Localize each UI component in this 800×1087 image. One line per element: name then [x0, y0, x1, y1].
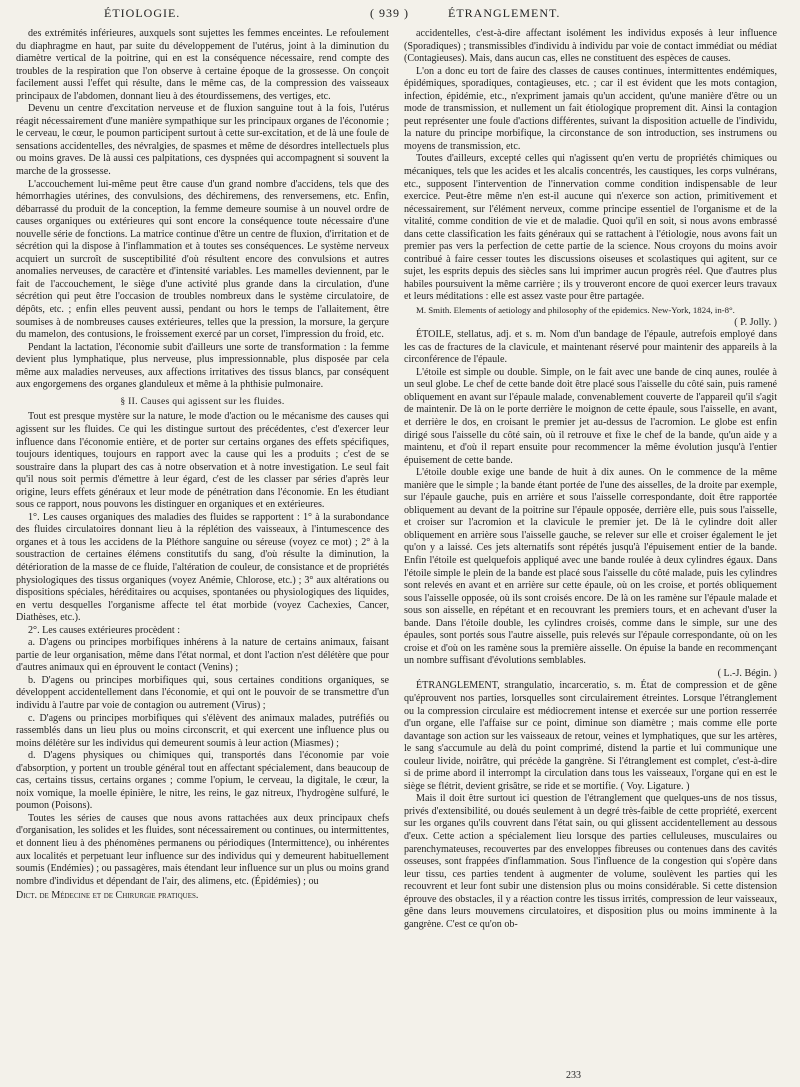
paragraph: 2°. Les causes extérieures procèdent : [28, 624, 181, 636]
section-heading: § II. Causes qui agissent sur les fluides. [120, 395, 285, 407]
entry-etranglement: ÉTRANGLEMENT, strangulatio, incarceratio, s. m. État de compression et de gêne qu'éprouvent nos parties, lorsquelles sont circulairement étreintes. Lorsque l'étranglement ou la compression circulaire est médiocrement intense et exercée sur une portion resserrée d'un organe, elle l'affaise sur ce point, diminue son diamètre ; mais comme elle porte davantage son action sur les vaisseaux de retour, veines et lymphatiques, que sur les artères, le sang s'accumule au delà du point comprimé, distend la partie et lui communique une couleur livide, noirâtre, qui précède la gangrène. Si l'étranglement est complet, c'est-à-dire si de prime abord il interrompt la circulation dans tous les vaisseaux, l'organe qui en est le siège se flétrit, devient grisâtre, se ride et se mortifie. ( Voy. Ligature. ) [404, 680, 777, 792]
header-right: ÉTRANGLEMENT. [448, 6, 561, 20]
paragraph: L'on a donc eu tort de faire des classes de causes continues, intermittentes endémiques, épidémiques, sporadiques, contagieuses, etc. ; car il est évident que les mots contagion, infection, épidémie, etc., n'expriment jamais qu'un accident, qu'une manière d'être ou un mode de transmission, et nullement un fait étiologique proprement dit. Ainsi la contagion peut représenter une foule d'actions différentes, suivant la disposition actuelle de l'individu, la nature du principe morbifique, la circonstance de son introduction, ses instrumens ou moyens de transmission, etc. [404, 65, 777, 152]
paragraph: Toutes d'ailleurs, excepté celles qui n'agissent qu'en vertu de propriétés chimiques ou mécaniques, tels que les acides et les alcalis concentrés, les caustiques, les corps vulnérans, etc., supposent l'intervention de l'innervation comme condition indispensable de leur exercice. Peut-être même n'en est-il aucune qui n'exerce son action, primitivement et nécessairement, sur l'élément nerveux, comme principe essentiel de l'organisme et de la vitalité, comme condition de vie et de maladie. Quoi qu'il en soit, si nous avons embrassé dans cette classification les faits généraux qui se rattachent à l'étiologie, nous avons fait un premier pas vers la perfection de cette partie de la science. Nous croyons du moins avoir contribué à faire cesser toutes les discussions oiseuses et scolastiques qui agitent, sur ce sujet, les esprits depuis des siècles sans lui imprimer aucun progrès réel. Que d'autres plus habiles poursuivent la même carrière ; ils y trouveront encore de quoi exercer leurs travaux et leurs méditations : elle est assez vaste pour être partagée. [404, 153, 777, 303]
paragraph: accidentelles, c'est-à-dire affectant isolément les individus exposés à leur influence (Sporadiques) ; transmissibles d'individu à individu par voie de contact immédiat ou médiat (Contagieuses). Mais, dans aucun cas, elles ne constituent des espèces de causes. [404, 28, 777, 65]
left-column [16, 28, 389, 1078]
paragraph: Pendant la lactation, l'économie subit d'ailleurs une sorte de transformation : la femme devient plus lymphatique, plus nerveuse, plus impressionnable, plus disposée par cela même aux maladies nerveuses, aux affections irritatives des tissus blancs, par conséquent aux engorgemens des organes glanduleux et même à la phthisie pulmonaire. [16, 341, 389, 391]
paragraph: d. D'agens physiques ou chimiques qui, transportés dans l'économie par voie d'absorption, y portent un trouble général tout en affectant spécialement, dans beaucoup de cas, certains tissus, certains organes ; comme l'opium, le cerveau, la digitale, le cœur, la noix vomique, la moelle épinière, le nitre, les reins, le gaz nitreux, l'hydrogène sulfuré, le poumon (Poisons). [16, 750, 389, 812]
paragraph: Devenu un centre d'excitation nerveuse et de fluxion sanguine tout à la fois, l'utérus réagit nécessairement d'une manière sympathique sur les principaux organes de l'économie ; le cerveau, le cœur, le poumon participent surtout à cette sur-excitation, et de là une foule de sensations accidentelles, des névralgies, de spasmes et même de désordres intellectuels plus ou moins graves. De là aussi ces palpitations, ces dyspnées qui accompagnent si souvent la marche de la grossesse. [16, 103, 389, 178]
author-signature: ( P. Jolly. ) [734, 316, 777, 328]
paragraph: Mais il doit être surtout ici question de l'étranglement que quelques-uns de nos tissus, privés d'extensibilité, ou doués seulement à un degré très-faible de cette propriété, exercent sur les organes qu'ils couvrent dans l'état sain, ou qui glissent accidentellement au dessous d'eux. Cette action a spécialement lieu lorsque des parties celluleuses, musculaires ou parenchymateuses, recouvertes par des enveloppes fibreuses ou contenues dans des cavités osseuses, sont frappées d'inflammation. Sous l'influence de la congestion qui s'opère dans leur tissu, ces parties tendent à augmenter de volume, soulèvent les parties qui les recouvrent et leur font subir une distension plus ou moins considérable. Si cette distension éprouve des obstacles, il y a réaction contre les tissus irrités, compression de leur vaisseaux, gêne dans leurs mouvemens circulatoires, et disposition plus ou moins imminente à la gangrène. C'est ce qu'on ob- [404, 793, 777, 930]
running-header [0, 6, 800, 26]
paragraph: b. D'agens ou principes morbifiques qui, sous certaines conditions organiques, se développent accidentellement dans l'économie, et qui ont le pouvoir de se transmettre d'un individu à l'autre par voie de contagion ou autrement (Virus) ; [16, 674, 389, 711]
paragraph: L'étoile double exige une bande de huit à dix aunes. On le commence de la même manière que le simple ; la bande étant portée de l'une des aisselles, de la droite par exemple, sur l'épaule gauche, puis en arrière et sous l'aisselle correspondante, doit être rapportée obliquement au devant de la poitrine sur l'épaule opposée, derrière elle, puis sous l'aisselle, et croiser sur l'acromion et la clavicule le premier jet. De là le cylindre doit aller obliquement en arrière sous l'aisselle gauche, se relever sur elle et croiser également le jet qu'on y a laissé. Ces jets alternatifs sont répétés jusqu'à l'épuisement entier de la bande. Enfin l'étoile est quelquefois appliqué avec une bande roulée à deux cylindres égaux. Dans l'étoile simple le plein de la bande est placé sous l'aisselle du côté malade, puis les cylindres sont relevés en avant et en arrière sur cette épaule, où on les croise, et portés obliquement sous l'aisselle opposée, où ils sont croisés encore. De là on les ramène sur l'épaule malade et sous son aisselle, en répétant et en recouvrant les premiers tours, et en achevant d'user la bande. Dans l'étoile double, les cylindres croisés, comme dans le simple, sur une des épaules, sont portés sous l'autre aisselle, puis relevés sur l'épaule correspondante, où on les croise et d'où on les ramène sous la première aisselle. On épuise la bande en recommençant un nombre suffisant d'évolutions semblables. [404, 467, 777, 667]
page-footer: Dict. de Médecine et de Chirurgie pratiques. [16, 890, 199, 902]
paragraph: L'étoile est simple ou double. Simple, on le fait avec une bande de cinq aunes, roulée à un seul globe. Le chef de cette bande doit être placé sous l'aisselle du côté sain, puis ramené obliquement en avant sur l'épaule malade, convenablement couverte de l'appareil qu'il s'agit de maintenir. De là on le porte derrière le moignon de cette épaule, sous l'aisselle, en avant, et derrière le dos, en croisant le premier jet au-dessus de l'acromion. Le globe est enfin dirigé sous l'aisselle du côté sain, où il retrouve et fixe le chef de la bande, qu'un aide y a maintenu, et d'où il repart ensuite pour recommencer la même évolution jusqu'à l'entier épuisement de cette bande. [404, 366, 777, 466]
header-page-number: ( 939 ) [370, 6, 409, 20]
paragraph: L'accouchement lui-même peut être cause d'un grand nombre d'accidens, tels que des hémorrhagies utérines, des convulsions, des déchiremens, des renversemens, etc. Enfin, débarrassé du produit de la conception, la femme demeure soumise à un nouvel ordre de causes organiques ou extérieures qui sont encore la conséquence toute nécessaire d'une nouvelle série de fonctions. La matrice continue d'être un centre de fluxion, d'irritation et de sécrétion qui la dispose à l'inflammation et à toutes ses conséquences. Le système nerveux acquiert un surcroît de susceptibilité d'où résultent encore des convulsions et autres anomalies nerveuses, de caractère et d'intensité variables. Les mamelles deviennent, par le fait de l'accouchement, le siège d'une activité plus grande dans la circulation, d'une sécrétion qui peut être l'occasion de troubles nombreux dans le système circulatoire, de dépôts, etc. ; enfin elles peuvent aussi, pendant ou hors le temps de l'allaitement, être soumises à de nombreuses causes extérieures, telles que la pression, la morsure, la gerçure du mamelon, des contusions, le froissement exercé par un corset, l'impression du froid, etc. [16, 178, 389, 341]
paragraph: Toutes les séries de causes que nous avons rattachées aux deux principaux chefs d'organisation, les solides et les fluides, sont nécessairement ou continues, ou intermittentes, et donnent lieu à des phénomènes permanens ou périodiques (Intermittence), ou inhérentes aux localités et perpetuant leur influence sur des individus qui y demeurent habituellement soumis (Endémies) ; ou passagères, mais étendant leur influence sur un plus ou moins grand nombre d'individus et dépendant de l'air, des alimens, etc. (Épidémies) ; ou [16, 812, 389, 887]
entry-etoile: ÉTOILE, stellatus, adj. et s. m. Nom d'un bandage de l'épaule, autrefois employé dans les cas de fractures de la clavicule, et maintenant réservé pour maintenir des appareils à la circonférence de l'épaule. [404, 329, 777, 366]
paragraph: des extrémités inférieures, auxquels sont sujettes les femmes enceintes. Le refoulement du diaphragme en haut, par suite du développement de l'utérus, joint à la diminution du diamètre vertical de la poitrine, qui en est la conséquence nécessaire, rend compte des troubles de la respiration que l'on observe à certaine époque de la grossesse. On conçoit facilement aussi l'effet qui résulte, dans le même cas, de la compression des vaisseaux principaux de l'abdomen, donnant lieu à des étourdissemens, des vertiges, etc. [16, 28, 389, 102]
paragraph: 1°. Les causes organiques des maladies des fluides se rapportent : 1° à la surabondance des fluides circulatoires donnant lieu à la réplétion des vaisseaux, à l'intumescence des organes et à tous les accidens de la Pléthore sanguine ou séreuse (voyez ce mot) ; 2° à la soustraction de certaines élémens constitutifs du sang, d'où résulte la diminution, la détérioration de la masse de ce fluide, l'altération de couleur, de consistance et de propriétés physiologiques des tissus organiques (voyez Anémie, Chlorose, etc.) ; 3° aux altérations ou dispositions spéciales, héréditaires ou acquises, spontanées ou physiologiques des liquides, en vertu desquelles l'organisme affecte tel état morbide (voyez Cachexies, Cancer, Diathèses, etc.). [16, 511, 389, 624]
right-column [404, 28, 777, 1078]
paragraph: a. D'agens ou principes morbifiques inhérens à la nature de certains animaux, faisant partie de leur organisation, même dans l'état normal, et dont l'action n'est délétère que pour d'autres animaux qui en éprouvent le contact (Venins) ; [16, 637, 389, 674]
author-signature: ( L.-J. Bégin. ) [717, 667, 777, 679]
page-number: 233 [566, 1070, 581, 1081]
paragraph: Tout est presque mystère sur la nature, le mode d'action ou le mécanisme des causes qui agissent sur les fluides. Ce qui les distingue surtout des précédentes, c'est d'exercer leur influence dans l'économie entière, et de porter sur certains organes des effets spécifiques, toujours identiques, toujours en rapport avec la cause qui les a produits ; c'est de se soustraire dans la plupart des cas à notre observation et à notre investigation. Le seul fait qu'il nous soit permis d'émettre à leur égard, c'est de les classer par séries d'après leur origine, leurs effets généraux et leur mode de pénétration dans l'économie. En les étudiant sous ce rapport, nous pouvons les distinguer en organiques et en extérieures. [16, 411, 389, 511]
paragraph: c. D'agens ou principes morbifiques qui s'élèvent des animaux malades, putréfiés ou rassemblés dans un lieu plus ou moins circonscrit, et qui exercent une influence plus ou moins délétère sur les individus qui demeurent soumis à leur action (Miasmes) ; [16, 712, 389, 749]
header-left: ÉTIOLOGIE. [104, 6, 181, 20]
bibliography-reference: M. Smith. Elements of aetiology and philosophy of the epidemics. New-York, 1824, in-8°. [416, 305, 735, 316]
